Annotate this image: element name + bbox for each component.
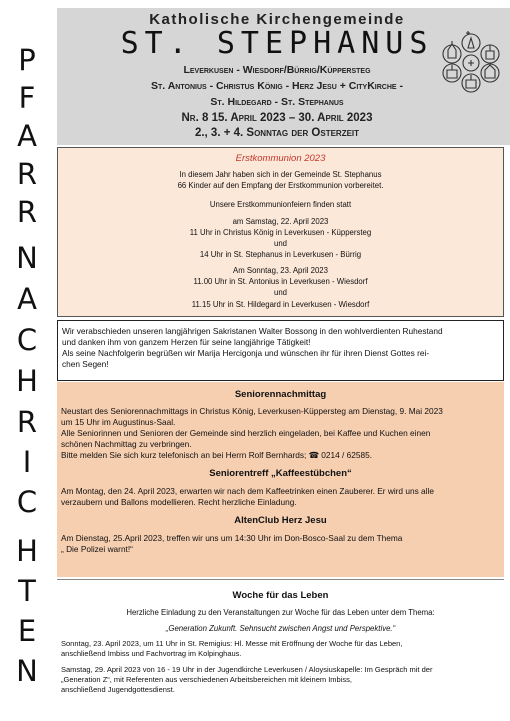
woche-title: Woche für das Leben <box>232 590 329 601</box>
side-letter: R <box>16 195 38 229</box>
parish-name: ST. STEPHANUS <box>120 26 434 61</box>
masthead <box>57 8 510 145</box>
senioren-text: Bitte melden Sie sich kurz telefonisch an bei Herrn Rolf Bernhards; ☎ 0214 / 62585. <box>61 450 373 460</box>
sakristan-text: Wir verabschieden unseren langjährigen Sakristanen Walter Bossong in den wohlverdienten Ruhestand <box>62 326 443 336</box>
side-letter: E <box>17 614 37 648</box>
side-letter: H <box>16 534 38 568</box>
side-letter: F <box>18 81 36 115</box>
senioren-text: Alle Seniorinnen und Senioren der Gemeinde sind herzlich eingeladen, bei Kaffee und Kuchen einen <box>61 428 431 438</box>
org-name: Katholische Kirchengemeinde <box>149 11 405 28</box>
erstkommunion-time: 11 Uhr in Christus König in Leverkusen - Küppersteg <box>189 228 372 237</box>
altenclub-title: AltenClub Herz Jesu <box>234 515 327 526</box>
erstkommunion-title: Erstkommunion 2023 <box>235 153 326 164</box>
senioren-text: um 15 Uhr im Augustinus-Saal. <box>61 417 176 427</box>
erstkommunion-intro: In diesem Jahr haben sich in der Gemeinde St. Stephanus <box>179 170 382 179</box>
parish-emblem-icon <box>438 30 504 96</box>
woche-event: anschließend Imbiss und Fachvortrag im Kolpinghaus. <box>61 649 242 658</box>
seniorentreff-text: Am Montag, den 24. April 2023, erwarten wir nach dem Kaffeetrinken einen Zauberer. Er wird uns alle <box>61 486 434 496</box>
woche-event: anschließend Jugendgottesdienst. <box>61 685 175 694</box>
issue-line: Nr. 8 15. April 2023 – 30. April 2023 <box>181 112 373 124</box>
woche-box <box>57 579 504 721</box>
sakristan-text: chen Segen! <box>62 359 109 369</box>
sakristan-text: und danken ihm von ganzem Herzen für seine langjährige Tätigkeit! <box>62 337 311 347</box>
churches-line-2: St. Hildegard - St. Stephanus <box>210 96 344 108</box>
senioren-text: Neustart des Seniorennachmittags in Christus König, Leverkusen-Küppersteg am Dienstag, 9. Mai 2023 <box>61 406 443 416</box>
erstkommunion-date: Am Sonntag, 23. April 2023 <box>233 266 328 275</box>
side-letter: N <box>16 241 38 275</box>
side-letter: N <box>16 654 38 688</box>
erstkommunion-time: 11.00 Uhr in St. Antonius in Leverkusen - Wiesdorf <box>193 277 368 286</box>
woche-invite: Herzliche Einladung zu den Veranstaltungen zur Woche für das Leben unter dem Thema: <box>126 608 435 617</box>
side-letter: C <box>16 485 38 519</box>
erstkommunion-und: und <box>273 239 287 248</box>
side-letter: P <box>18 43 36 77</box>
senioren-text: schönen Nachmittag zu verbringen. <box>61 439 192 449</box>
woche-event: Samstag, 29. April 2023 von 16 - 19 Uhr in der Jugendkirche Leverkusen / Aloysiuskapelle: Im Gespräch mit der <box>61 665 433 674</box>
side-letter: C <box>16 323 38 357</box>
side-letter: A <box>17 282 37 316</box>
woche-event: Sonntag, 23. April 2023, um 11 Uhr in St. Remigius: Hl. Messe mit Eröffnung der Woche für das Leben, <box>61 639 403 648</box>
churches-line: St. Antonius - Christus König - Herz Jesu + CityKirche - <box>151 80 403 92</box>
side-letter: R <box>16 157 38 191</box>
erstkommunion-text: Unsere Erstkommunionfeiern finden statt <box>209 200 352 209</box>
side-letter: R <box>16 405 38 439</box>
woche-event: „Generation Z“, mit Referenten aus verschiedenen Arbeitsbereichen mit kleinem Imbiss, <box>61 675 352 684</box>
woche-motto: „Generation Zukunft. Sehnsucht zwischen Angst und Perspektive.“ <box>165 624 396 633</box>
sunday-line: 2., 3. + 4. Sonntag der Osterzeit <box>194 127 360 139</box>
erstkommunion-time: 14 Uhr in St. Stephanus in Leverkusen - Bürrig <box>199 250 362 259</box>
erstkommunion-und: und <box>273 288 287 297</box>
altenclub-text: Am Dienstag, 25.April 2023, treffen wir uns um 14:30 Uhr im Don-Bosco-Saal zu dem Thema <box>61 533 403 543</box>
seniorentreff-text: verzaubern und Ballons modellieren. Recht herzliche Einladung. <box>61 497 297 507</box>
side-letter: H <box>16 364 38 398</box>
erstkommunion-box <box>57 147 504 317</box>
vertical-title <box>0 0 54 721</box>
location-line: Leverkusen - Wiesdorf/Bürrig/Küppersteg <box>183 64 371 76</box>
senioren-box <box>57 382 504 577</box>
sakristan-text: Als seine Nachfolgerin begrüßen wir Marija Hercigonja und wünschen ihr für ihren Dienst Gottes rei- <box>62 348 430 358</box>
altenclub-text: „ Die Polizei warnt!“ <box>61 544 133 554</box>
side-letter: I <box>22 445 32 479</box>
sakristan-box <box>57 320 504 381</box>
side-letter: A <box>17 119 37 153</box>
erstkommunion-time: 11.15 Uhr in St. Hildegard in Leverkusen - Wiesdorf <box>191 300 370 309</box>
side-letter: T <box>18 574 36 608</box>
seniorentreff-title: Seniorentreff „Kaffeestübchen“ <box>209 468 352 479</box>
senioren-title: Seniorennachmittag <box>234 389 327 400</box>
erstkommunion-date: am Samstag, 22. April 2023 <box>232 217 329 226</box>
erstkommunion-intro: 66 Kinder auf den Empfang der Erstkommunion vorbereitet. <box>177 181 384 190</box>
